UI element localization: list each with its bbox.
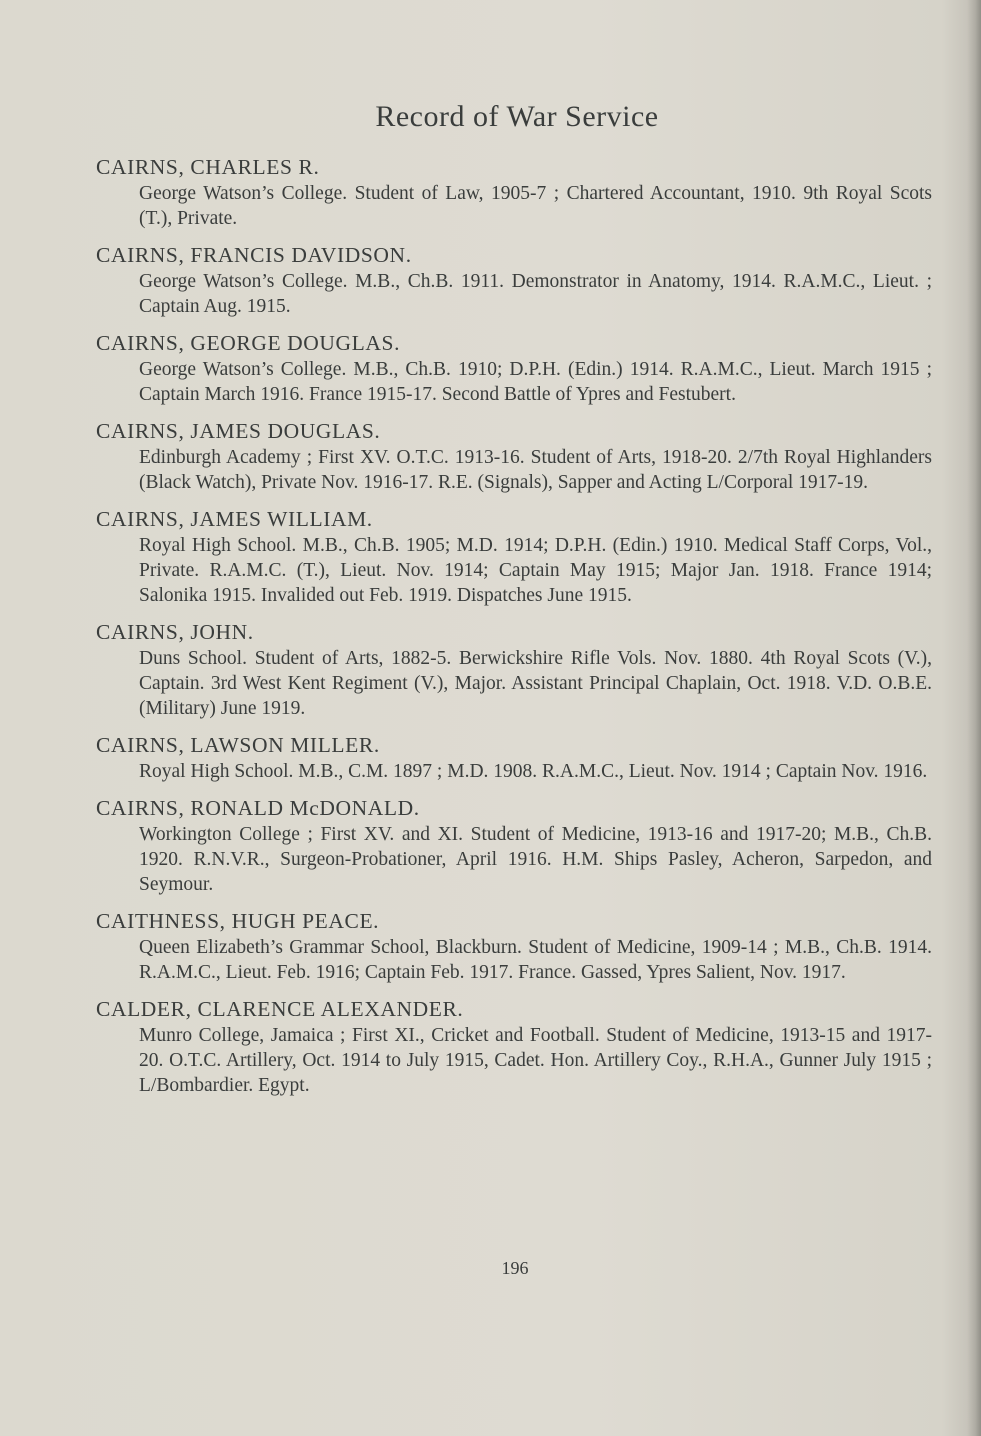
entry-details: Royal High School. M.B., Ch.B. 1905; M.D. 1914; D.P.H. (Edin.) 1910. Medical Staff Corps, Vol., Private. R.A.M.C. (T.), Lieut. Nov. 1914; Captain May 1915; Major Jan. 1918. France 1914; Salonika 1915. Invalided out Feb. 1919. Dispatches June 1915.	[139, 535, 932, 606]
entry-name: CAIRNS, JAMES WILLIAM.	[96, 507, 373, 531]
entry	[96, 908, 932, 985]
entry-name: CALDER, CLARENCE ALEXANDER.	[96, 997, 464, 1021]
page-edge-shadow	[967, 0, 981, 1436]
entry	[96, 996, 932, 1098]
entry-name: CAIRNS, RONALD McDONALD.	[96, 796, 420, 820]
entry	[96, 732, 932, 784]
entry-name: CAIRNS, CHARLES R.	[96, 155, 320, 179]
entry	[96, 330, 932, 407]
entry	[96, 619, 932, 721]
page-title: Record of War Service	[375, 100, 659, 133]
entry-name: CAIRNS, LAWSON MILLER.	[96, 733, 380, 757]
entry-name: CAIRNS, JOHN.	[96, 620, 254, 644]
entry-details: George Watson’s College. M.B., Ch.B. 1910; D.P.H. (Edin.) 1914. R.A.M.C., Lieut. March 1915 ; Captain March 1916. France 1915-17. Second Battle of Ypres and Festubert.	[139, 359, 932, 405]
entry-details: Duns School. Student of Arts, 1882-5. Berwickshire Rifle Vols. Nov. 1880. 4th Royal Scots (V.), Captain. 3rd West Kent Regiment (V.), Major. Assistant Principal Chaplain, Oct. 1918. V.D. O.B.E. (Military) June 1919.	[139, 648, 932, 719]
entry-name: CAIRNS, GEORGE DOUGLAS.	[96, 331, 401, 355]
entry-details: George Watson’s College. M.B., Ch.B. 1911. Demonstrator in Anatomy, 1914. R.A.M.C., Lieut. ; Captain Aug. 1915.	[139, 271, 932, 317]
entry	[96, 242, 932, 319]
entry	[96, 418, 932, 495]
entry-list	[96, 154, 932, 1109]
entry-name: CAIRNS, FRANCIS DAVIDSON.	[96, 243, 412, 267]
entry-details: Queen Elizabeth’s Grammar School, Blackburn. Student of Medicine, 1909-14 ; M.B., Ch.B. 1914. R.A.M.C., Lieut. Feb. 1916; Captain Feb. 1917. France. Gassed, Ypres Salient, Nov. 1917.	[139, 937, 932, 983]
entry	[96, 795, 932, 897]
entry-details: Munro College, Jamaica ; First XI., Cricket and Football. Student of Medicine, 1913-15 and 1917-20. O.T.C. Artillery, Oct. 1914 to July 1915, Cadet. Hon. Artillery Coy., R.H.A., Gunner July 1915 ; L/Bombardier. Egypt.	[139, 1025, 932, 1096]
entry-details: Edinburgh Academy ; First XV. O.T.C. 1913-16. Student of Arts, 1918-20. 2/7th Royal Highlanders (Black Watch), Private Nov. 1916-17. R.E. (Signals), Sapper and Acting L/Corporal 1917-19.	[139, 447, 932, 493]
entry-name: CAITHNESS, HUGH PEACE.	[96, 909, 380, 933]
entry-details: Royal High School. M.B., C.M. 1897 ; M.D. 1908. R.A.M.C., Lieut. Nov. 1914 ; Captain Nov. 1916.	[139, 761, 928, 782]
entry-name: CAIRNS, JAMES DOUGLAS.	[96, 419, 381, 443]
entry	[96, 154, 932, 231]
page-number: 196	[501, 1258, 529, 1278]
entry	[96, 506, 932, 608]
entry-details: George Watson’s College. Student of Law, 1905-7 ; Chartered Accountant, 1910. 9th Royal Scots (T.), Private.	[139, 183, 932, 229]
entry-details: Workington College ; First XV. and XI. Student of Medicine, 1913-16 and 1917-20; M.B., Ch.B. 1920. R.N.V.R., Surgeon-Probationer, April 1916. H.M. Ships Pasley, Acheron, Sarpedon, and Seymour.	[139, 824, 932, 895]
